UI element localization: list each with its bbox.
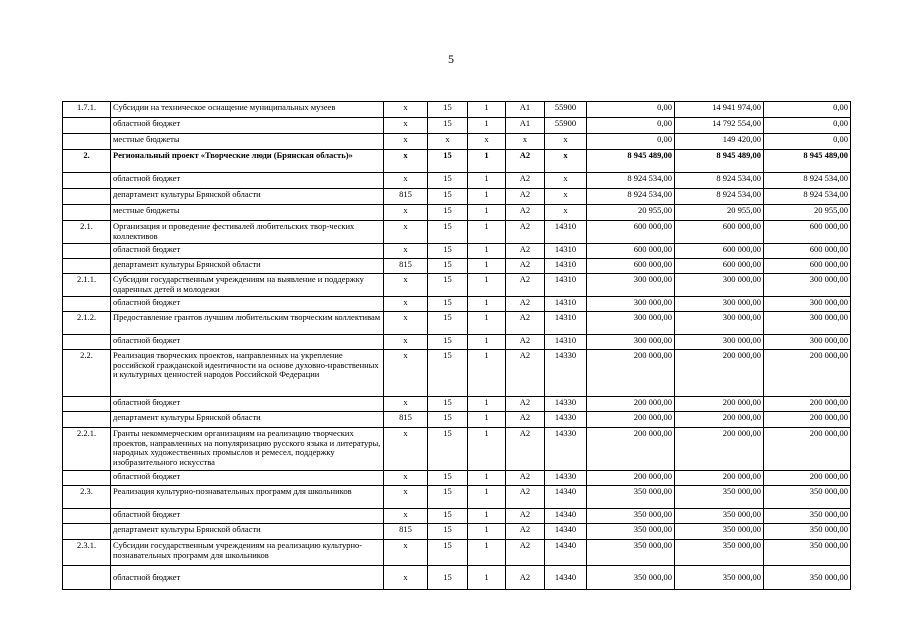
cell-name: Гранты некоммерческим организациям на реализацию творческих проектов, направленных на популяризацию русского языка и литературы, народных художественных промыслов и ремесел, поддержку изобразительного искусства xyxy=(111,428,384,471)
cell-name: Реализация культурно-познавательных программ для школьников xyxy=(111,486,384,509)
cell-code4: A2 xyxy=(506,297,545,312)
cell-code1: x xyxy=(384,297,428,312)
cell-code3: 1 xyxy=(468,540,506,566)
cell-amount3: 600 000,00 xyxy=(764,221,851,244)
cell-code5: 14330 xyxy=(545,428,587,471)
cell-code5: 55900 xyxy=(545,118,587,134)
cell-code3: 1 xyxy=(468,259,506,274)
cell-code3: 1 xyxy=(468,350,506,397)
cell-code5: 14340 xyxy=(545,509,587,524)
cell-amount1: 0,00 xyxy=(587,134,675,150)
cell-code3: 1 xyxy=(468,471,506,486)
table-row xyxy=(63,297,851,312)
cell-code3: 1 xyxy=(468,335,506,350)
cell-code3: 1 xyxy=(468,428,506,471)
cell-code1: x xyxy=(384,102,428,118)
table-row xyxy=(63,134,851,150)
cell-code3: 1 xyxy=(468,524,506,540)
cell-code4: A2 xyxy=(506,244,545,259)
cell-amount2: 8 924 534,00 xyxy=(675,173,764,189)
cell-code4: A1 xyxy=(506,102,545,118)
cell-num xyxy=(63,259,111,274)
cell-amount3: 0,00 xyxy=(764,134,851,150)
cell-code4: A2 xyxy=(506,173,545,189)
cell-amount3: 600 000,00 xyxy=(764,244,851,259)
cell-code2: 15 xyxy=(428,150,468,173)
cell-amount2: 350 000,00 xyxy=(675,540,764,566)
cell-num xyxy=(63,524,111,540)
cell-amount1: 350 000,00 xyxy=(587,486,675,509)
cell-amount3: 600 000,00 xyxy=(764,259,851,274)
cell-amount1: 200 000,00 xyxy=(587,397,675,412)
cell-num: 2.1. xyxy=(63,221,111,244)
cell-num xyxy=(63,566,111,590)
cell-code1: x xyxy=(384,274,428,297)
cell-num: 1.7.1. xyxy=(63,102,111,118)
cell-num xyxy=(63,118,111,134)
cell-amount3: 0,00 xyxy=(764,102,851,118)
cell-code2: 15 xyxy=(428,118,468,134)
cell-name: департамент культуры Брянской области xyxy=(111,189,384,205)
cell-code4: A2 xyxy=(506,566,545,590)
cell-code3: 1 xyxy=(468,244,506,259)
cell-amount2: 200 000,00 xyxy=(675,471,764,486)
cell-amount2: 200 000,00 xyxy=(675,350,764,397)
cell-amount2: 200 000,00 xyxy=(675,428,764,471)
cell-amount3: 350 000,00 xyxy=(764,524,851,540)
cell-code2: 15 xyxy=(428,297,468,312)
cell-amount3: 350 000,00 xyxy=(764,486,851,509)
cell-code3: 1 xyxy=(468,566,506,590)
cell-code2: 15 xyxy=(428,221,468,244)
cell-code1: x xyxy=(384,350,428,397)
cell-code1: x xyxy=(384,397,428,412)
cell-code3: 1 xyxy=(468,189,506,205)
cell-code3: 1 xyxy=(468,173,506,189)
cell-amount3: 300 000,00 xyxy=(764,312,851,335)
cell-name: Реализация творческих проектов, направленных на укрепление российской гражданской идентичности на основе духовно-нравственных и культурных ценностей народов Российской Федерации xyxy=(111,350,384,397)
cell-code5: 55900 xyxy=(545,102,587,118)
cell-code5: 14330 xyxy=(545,412,587,428)
cell-amount1: 300 000,00 xyxy=(587,312,675,335)
cell-code5: 14310 xyxy=(545,312,587,335)
cell-amount2: 350 000,00 xyxy=(675,566,764,590)
cell-code1: x xyxy=(384,566,428,590)
cell-num: 2.1.2. xyxy=(63,312,111,335)
cell-num xyxy=(63,297,111,312)
cell-name: областной бюджет xyxy=(111,471,384,486)
cell-code3: 1 xyxy=(468,205,506,221)
cell-amount2: 600 000,00 xyxy=(675,244,764,259)
cell-num xyxy=(63,134,111,150)
table-row xyxy=(63,118,851,134)
cell-amount3: 300 000,00 xyxy=(764,335,851,350)
table-row xyxy=(63,397,851,412)
cell-amount2: 20 955,00 xyxy=(675,205,764,221)
cell-name: Предоставление грантов лучшим любительским творческим коллективам xyxy=(111,312,384,335)
cell-code2: 15 xyxy=(428,244,468,259)
cell-name: областной бюджет xyxy=(111,297,384,312)
table-row xyxy=(63,566,851,590)
cell-code1: x xyxy=(384,312,428,335)
cell-code4: A2 xyxy=(506,350,545,397)
cell-amount2: 149 420,00 xyxy=(675,134,764,150)
cell-name: Организация и проведение фестивалей любительских твор-ческих коллективов xyxy=(111,221,384,244)
cell-code5: x xyxy=(545,189,587,205)
cell-num: 2.3. xyxy=(63,486,111,509)
cell-amount3: 200 000,00 xyxy=(764,471,851,486)
cell-code4: A2 xyxy=(506,189,545,205)
cell-code4: A2 xyxy=(506,412,545,428)
cell-amount1: 300 000,00 xyxy=(587,297,675,312)
budget-table xyxy=(62,101,851,590)
cell-amount1: 8 924 534,00 xyxy=(587,173,675,189)
cell-code2: 15 xyxy=(428,486,468,509)
table-body xyxy=(63,102,851,590)
cell-amount3: 350 000,00 xyxy=(764,566,851,590)
cell-code2: 15 xyxy=(428,189,468,205)
cell-amount1: 200 000,00 xyxy=(587,428,675,471)
table-row xyxy=(63,173,851,189)
cell-code1: x xyxy=(384,335,428,350)
cell-amount2: 300 000,00 xyxy=(675,312,764,335)
cell-amount3: 200 000,00 xyxy=(764,412,851,428)
page-number: 5 xyxy=(448,52,454,66)
cell-amount3: 20 955,00 xyxy=(764,205,851,221)
cell-name: областной бюджет xyxy=(111,335,384,350)
cell-amount1: 350 000,00 xyxy=(587,509,675,524)
cell-code2: 15 xyxy=(428,540,468,566)
cell-code3: 1 xyxy=(468,221,506,244)
cell-amount3: 200 000,00 xyxy=(764,397,851,412)
cell-code2: 15 xyxy=(428,471,468,486)
cell-amount2: 350 000,00 xyxy=(675,524,764,540)
table-row xyxy=(63,540,851,566)
cell-code4: A2 xyxy=(506,540,545,566)
cell-code4: A2 xyxy=(506,274,545,297)
cell-code3: 1 xyxy=(468,509,506,524)
table-row xyxy=(63,471,851,486)
cell-num xyxy=(63,397,111,412)
cell-amount2: 8 924 534,00 xyxy=(675,189,764,205)
cell-code4: A2 xyxy=(506,486,545,509)
cell-code5: 14310 xyxy=(545,244,587,259)
cell-code5: 14310 xyxy=(545,335,587,350)
cell-code4: A2 xyxy=(506,205,545,221)
cell-amount2: 350 000,00 xyxy=(675,509,764,524)
cell-code1: 815 xyxy=(384,412,428,428)
cell-amount1: 300 000,00 xyxy=(587,335,675,350)
cell-name: областной бюджет xyxy=(111,566,384,590)
cell-code1: 815 xyxy=(384,259,428,274)
cell-code2: 15 xyxy=(428,524,468,540)
cell-code2: 15 xyxy=(428,312,468,335)
table-row xyxy=(63,486,851,509)
cell-code1: x xyxy=(384,150,428,173)
cell-name: областной бюджет xyxy=(111,397,384,412)
cell-name: департамент культуры Брянской области xyxy=(111,524,384,540)
cell-code5: x xyxy=(545,150,587,173)
cell-code4: x xyxy=(506,134,545,150)
cell-code4: A2 xyxy=(506,312,545,335)
cell-num xyxy=(63,412,111,428)
cell-amount3: 300 000,00 xyxy=(764,297,851,312)
cell-num xyxy=(63,244,111,259)
cell-num: 2. xyxy=(63,150,111,173)
table-row xyxy=(63,312,851,335)
cell-code3: 1 xyxy=(468,297,506,312)
cell-code1: x xyxy=(384,173,428,189)
cell-name: областной бюджет xyxy=(111,173,384,189)
cell-code5: x xyxy=(545,205,587,221)
cell-num: 2.3.1. xyxy=(63,540,111,566)
cell-amount1: 200 000,00 xyxy=(587,350,675,397)
cell-code5: 14310 xyxy=(545,259,587,274)
cell-num xyxy=(63,205,111,221)
cell-code5: 14340 xyxy=(545,524,587,540)
cell-amount2: 350 000,00 xyxy=(675,486,764,509)
cell-amount3: 350 000,00 xyxy=(764,509,851,524)
cell-amount2: 300 000,00 xyxy=(675,297,764,312)
cell-amount3: 300 000,00 xyxy=(764,274,851,297)
cell-amount3: 8 945 489,00 xyxy=(764,150,851,173)
cell-code4: A2 xyxy=(506,150,545,173)
cell-amount1: 350 000,00 xyxy=(587,540,675,566)
cell-code1: x xyxy=(384,118,428,134)
cell-code2: 15 xyxy=(428,397,468,412)
cell-code1: 815 xyxy=(384,524,428,540)
cell-name: Региональный проект «Творческие люди (Брянская область)» xyxy=(111,150,384,173)
cell-amount1: 600 000,00 xyxy=(587,259,675,274)
cell-amount2: 8 945 489,00 xyxy=(675,150,764,173)
cell-code5: 14310 xyxy=(545,221,587,244)
cell-num xyxy=(63,173,111,189)
cell-code1: x xyxy=(384,486,428,509)
cell-name: Субсидии государственным учреждениям на выявление и поддержку одаренных детей и молодежи xyxy=(111,274,384,297)
cell-code2: 15 xyxy=(428,566,468,590)
cell-code4: A2 xyxy=(506,397,545,412)
cell-code1: 815 xyxy=(384,189,428,205)
cell-code2: 15 xyxy=(428,259,468,274)
cell-amount1: 0,00 xyxy=(587,102,675,118)
table-row xyxy=(63,221,851,244)
cell-code3: 1 xyxy=(468,274,506,297)
cell-code4: A2 xyxy=(506,221,545,244)
cell-amount2: 600 000,00 xyxy=(675,259,764,274)
cell-num xyxy=(63,471,111,486)
cell-code5: 14330 xyxy=(545,471,587,486)
cell-code3: 1 xyxy=(468,397,506,412)
cell-amount3: 8 924 534,00 xyxy=(764,189,851,205)
cell-num: 2.2.1. xyxy=(63,428,111,471)
table-row xyxy=(63,244,851,259)
cell-amount3: 200 000,00 xyxy=(764,350,851,397)
cell-code1: x xyxy=(384,134,428,150)
cell-code4: A2 xyxy=(506,335,545,350)
cell-amount1: 600 000,00 xyxy=(587,221,675,244)
cell-amount2: 300 000,00 xyxy=(675,274,764,297)
cell-code2: 15 xyxy=(428,102,468,118)
cell-amount1: 350 000,00 xyxy=(587,566,675,590)
cell-code5: 14330 xyxy=(545,350,587,397)
cell-amount1: 20 955,00 xyxy=(587,205,675,221)
cell-code5: 14340 xyxy=(545,486,587,509)
cell-amount3: 0,00 xyxy=(764,118,851,134)
cell-code4: A2 xyxy=(506,509,545,524)
cell-code1: x xyxy=(384,471,428,486)
cell-name: Субсидии государственным учреждениям на реализацию культурно-познавательных программ для школьников xyxy=(111,540,384,566)
cell-code1: x xyxy=(384,509,428,524)
cell-name: областной бюджет xyxy=(111,244,384,259)
cell-amount1: 600 000,00 xyxy=(587,244,675,259)
cell-num xyxy=(63,509,111,524)
cell-amount2: 200 000,00 xyxy=(675,397,764,412)
cell-code2: 15 xyxy=(428,509,468,524)
cell-name: департамент культуры Брянской области xyxy=(111,412,384,428)
cell-amount1: 200 000,00 xyxy=(587,412,675,428)
table-row xyxy=(63,102,851,118)
cell-code5: 14340 xyxy=(545,566,587,590)
cell-code5: 14340 xyxy=(545,540,587,566)
table-row xyxy=(63,150,851,173)
cell-amount3: 200 000,00 xyxy=(764,428,851,471)
cell-amount1: 0,00 xyxy=(587,118,675,134)
table-row xyxy=(63,524,851,540)
table-row xyxy=(63,205,851,221)
cell-amount3: 8 924 534,00 xyxy=(764,173,851,189)
cell-code3: 1 xyxy=(468,486,506,509)
cell-code1: x xyxy=(384,221,428,244)
cell-code4: A1 xyxy=(506,118,545,134)
table-row xyxy=(63,259,851,274)
cell-amount2: 14 941 974,00 xyxy=(675,102,764,118)
cell-code4: A2 xyxy=(506,524,545,540)
cell-name: местные бюджеты xyxy=(111,205,384,221)
cell-num xyxy=(63,189,111,205)
cell-code4: A2 xyxy=(506,428,545,471)
cell-code5: 14330 xyxy=(545,397,587,412)
cell-amount2: 300 000,00 xyxy=(675,335,764,350)
cell-name: областной бюджет xyxy=(111,118,384,134)
cell-name: Субсидии на техническое оснащение муниципальных музеев xyxy=(111,102,384,118)
cell-code5: x xyxy=(545,134,587,150)
cell-code3: 1 xyxy=(468,102,506,118)
cell-name: областной бюджет xyxy=(111,509,384,524)
table-row xyxy=(63,274,851,297)
table-row xyxy=(63,509,851,524)
table-row xyxy=(63,335,851,350)
cell-name: департамент культуры Брянской области xyxy=(111,259,384,274)
cell-code5: 14310 xyxy=(545,274,587,297)
cell-amount2: 600 000,00 xyxy=(675,221,764,244)
cell-code2: 15 xyxy=(428,350,468,397)
cell-amount1: 8 945 489,00 xyxy=(587,150,675,173)
cell-code3: x xyxy=(468,134,506,150)
cell-num: 2.1.1. xyxy=(63,274,111,297)
cell-code2: 15 xyxy=(428,205,468,221)
table-row xyxy=(63,189,851,205)
cell-code2: 15 xyxy=(428,335,468,350)
cell-code5: 14310 xyxy=(545,297,587,312)
cell-code2: 15 xyxy=(428,173,468,189)
cell-code1: x xyxy=(384,205,428,221)
cell-num xyxy=(63,335,111,350)
cell-code2: x xyxy=(428,134,468,150)
cell-code2: 15 xyxy=(428,274,468,297)
cell-code4: A2 xyxy=(506,259,545,274)
cell-code4: A2 xyxy=(506,471,545,486)
cell-code1: x xyxy=(384,540,428,566)
cell-code3: 1 xyxy=(468,312,506,335)
cell-code5: x xyxy=(545,173,587,189)
cell-code3: 1 xyxy=(468,150,506,173)
table-row xyxy=(63,428,851,471)
cell-code3: 1 xyxy=(468,118,506,134)
cell-amount1: 200 000,00 xyxy=(587,471,675,486)
cell-code1: x xyxy=(384,428,428,471)
cell-amount1: 350 000,00 xyxy=(587,524,675,540)
cell-amount2: 200 000,00 xyxy=(675,412,764,428)
cell-name: местные бюджеты xyxy=(111,134,384,150)
table-row xyxy=(63,412,851,428)
cell-amount2: 14 792 554,00 xyxy=(675,118,764,134)
cell-code2: 15 xyxy=(428,412,468,428)
cell-num: 2.2. xyxy=(63,350,111,397)
cell-code3: 1 xyxy=(468,412,506,428)
table-row xyxy=(63,350,851,397)
cell-code2: 15 xyxy=(428,428,468,471)
cell-amount1: 300 000,00 xyxy=(587,274,675,297)
cell-amount1: 8 924 534,00 xyxy=(587,189,675,205)
cell-code1: x xyxy=(384,244,428,259)
cell-amount3: 350 000,00 xyxy=(764,540,851,566)
